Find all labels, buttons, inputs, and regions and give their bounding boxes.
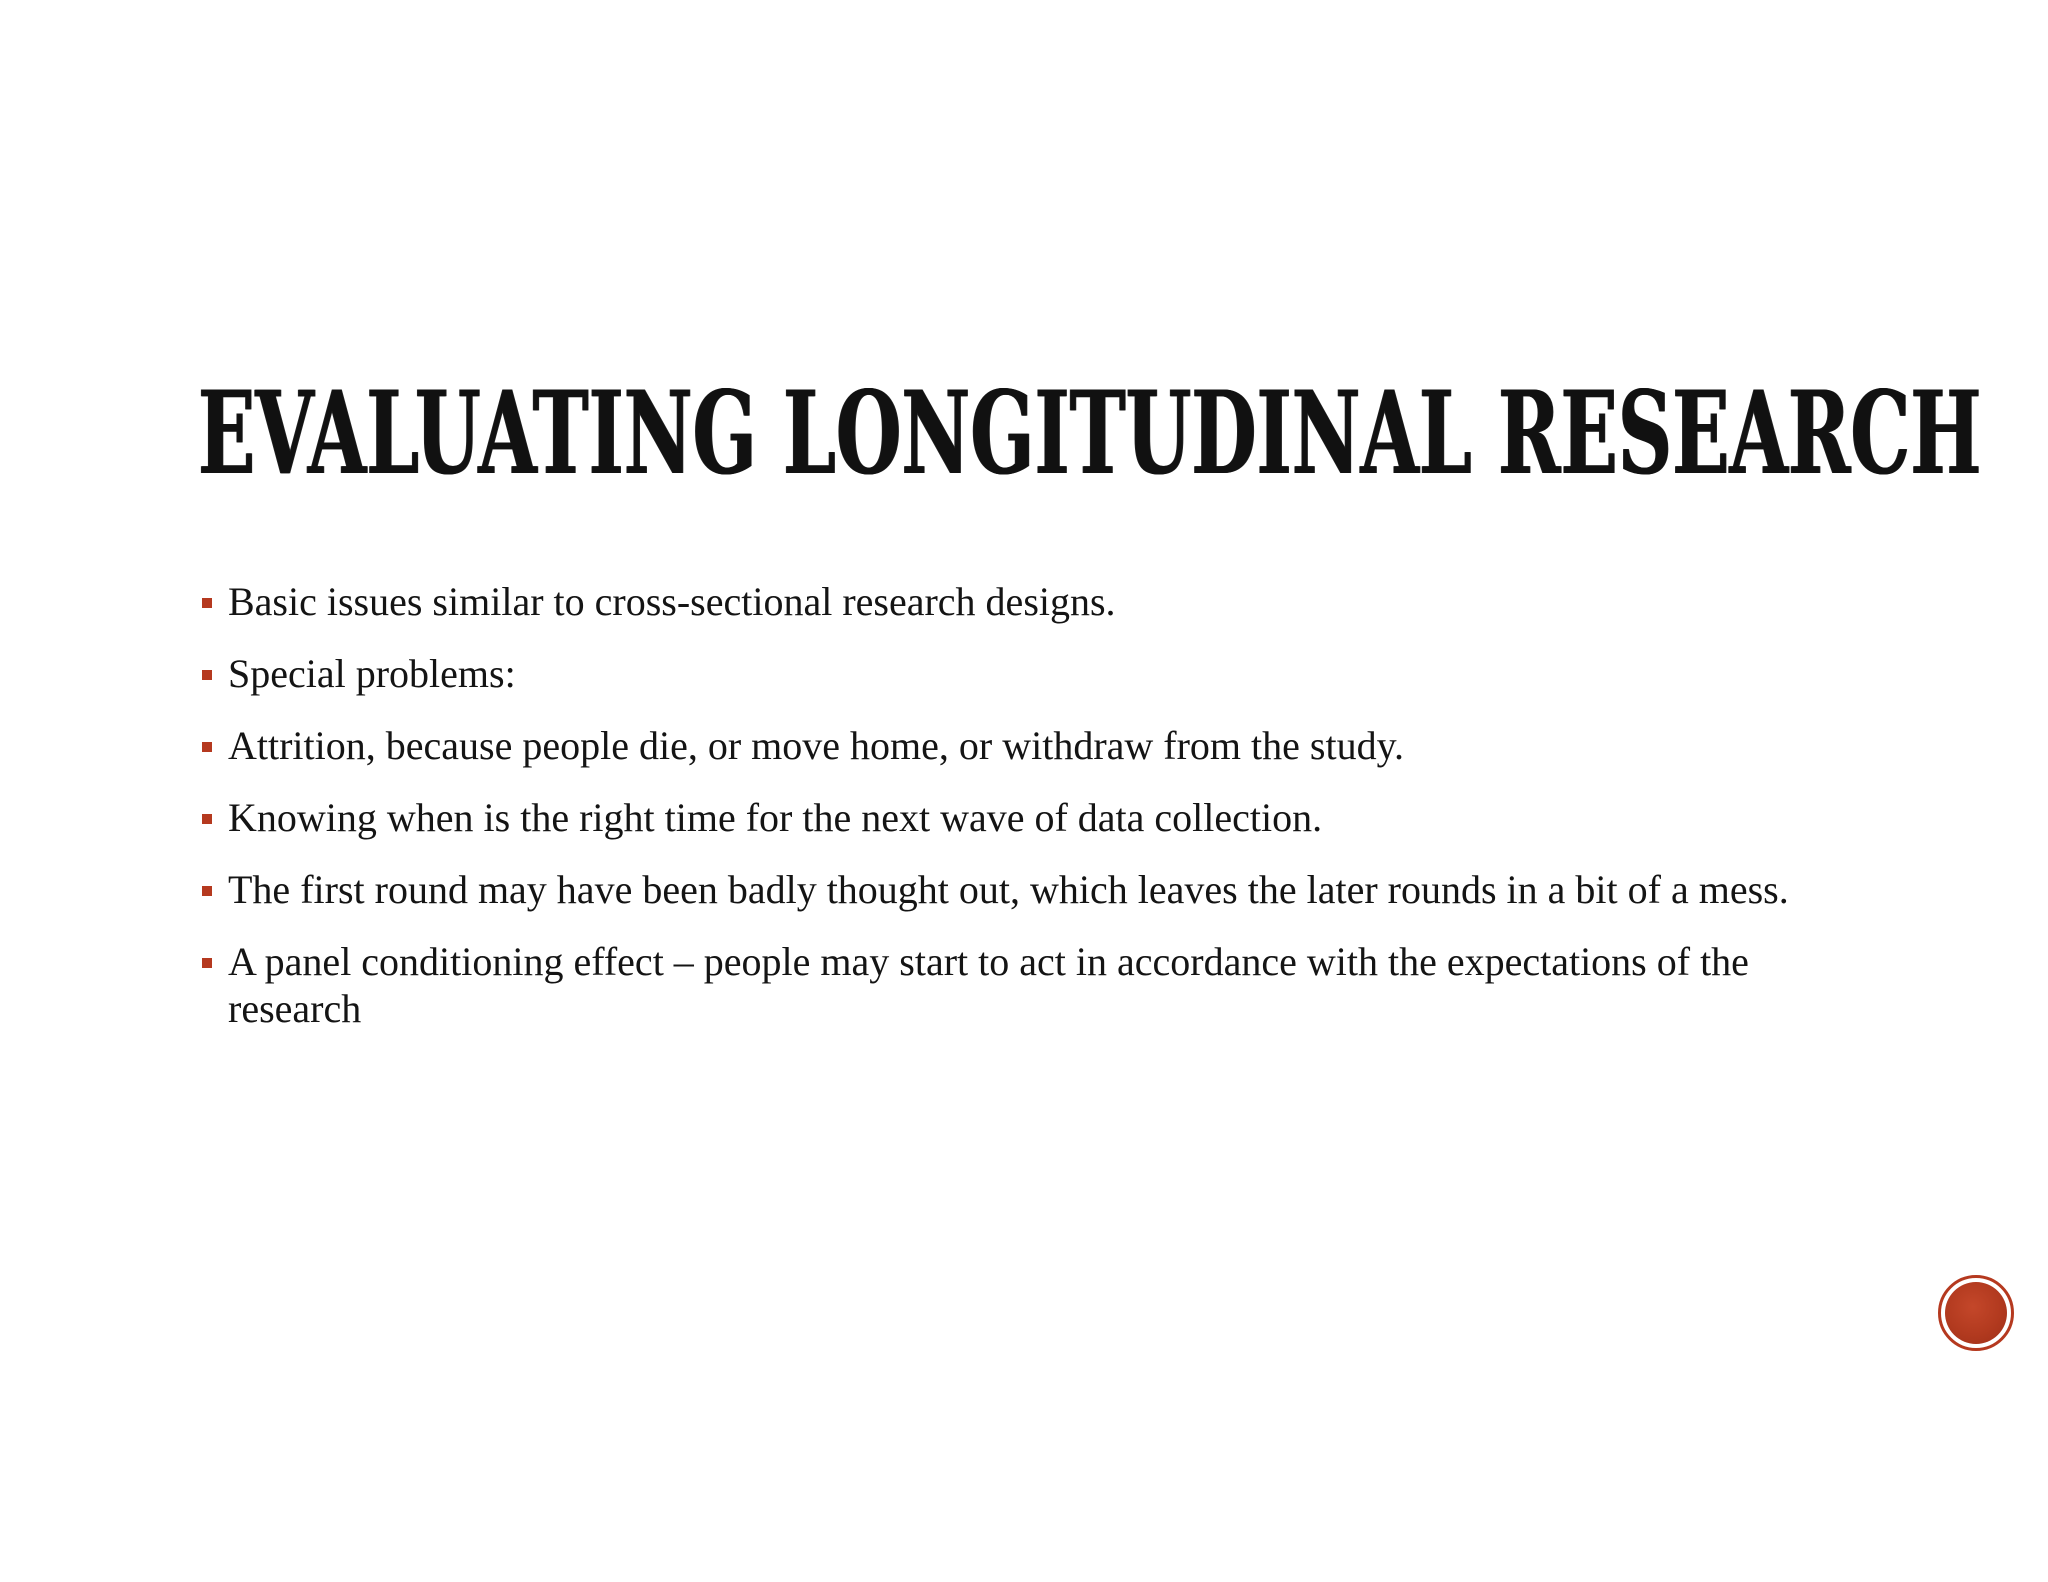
bullet-text: Attrition, because people die, or move home, or withdraw from the study.: [228, 723, 1404, 768]
list-item: [198, 650, 1878, 697]
list-item: [198, 866, 1878, 913]
list-item: [198, 578, 1878, 625]
list-item: [198, 938, 1878, 1032]
square-bullet-icon: [202, 958, 212, 968]
bullet-list: [198, 578, 1878, 1057]
bullet-text: A panel conditioning effect – people may start to act in accordance with the expectations of the research: [228, 939, 1749, 1031]
square-bullet-icon: [202, 742, 212, 752]
list-item: [198, 722, 1878, 769]
bullet-text: Special problems:: [228, 651, 516, 696]
list-item: [198, 794, 1878, 841]
red-circle-badge-icon: [1938, 1275, 2014, 1351]
square-bullet-icon: [202, 598, 212, 608]
square-bullet-icon: [202, 886, 212, 896]
slide-title: EVALUATING LONGITUDINAL RESEARCH: [198, 366, 1982, 500]
square-bullet-icon: [202, 670, 212, 680]
bullet-text: The first round may have been badly thought out, which leaves the later rounds in a bit of a mess.: [228, 867, 1789, 912]
badge-fill: [1945, 1282, 2007, 1344]
bullet-text: Knowing when is the right time for the next wave of data collection.: [228, 795, 1323, 840]
square-bullet-icon: [202, 814, 212, 824]
bullet-text: Basic issues similar to cross-sectional research designs.: [228, 579, 1116, 624]
